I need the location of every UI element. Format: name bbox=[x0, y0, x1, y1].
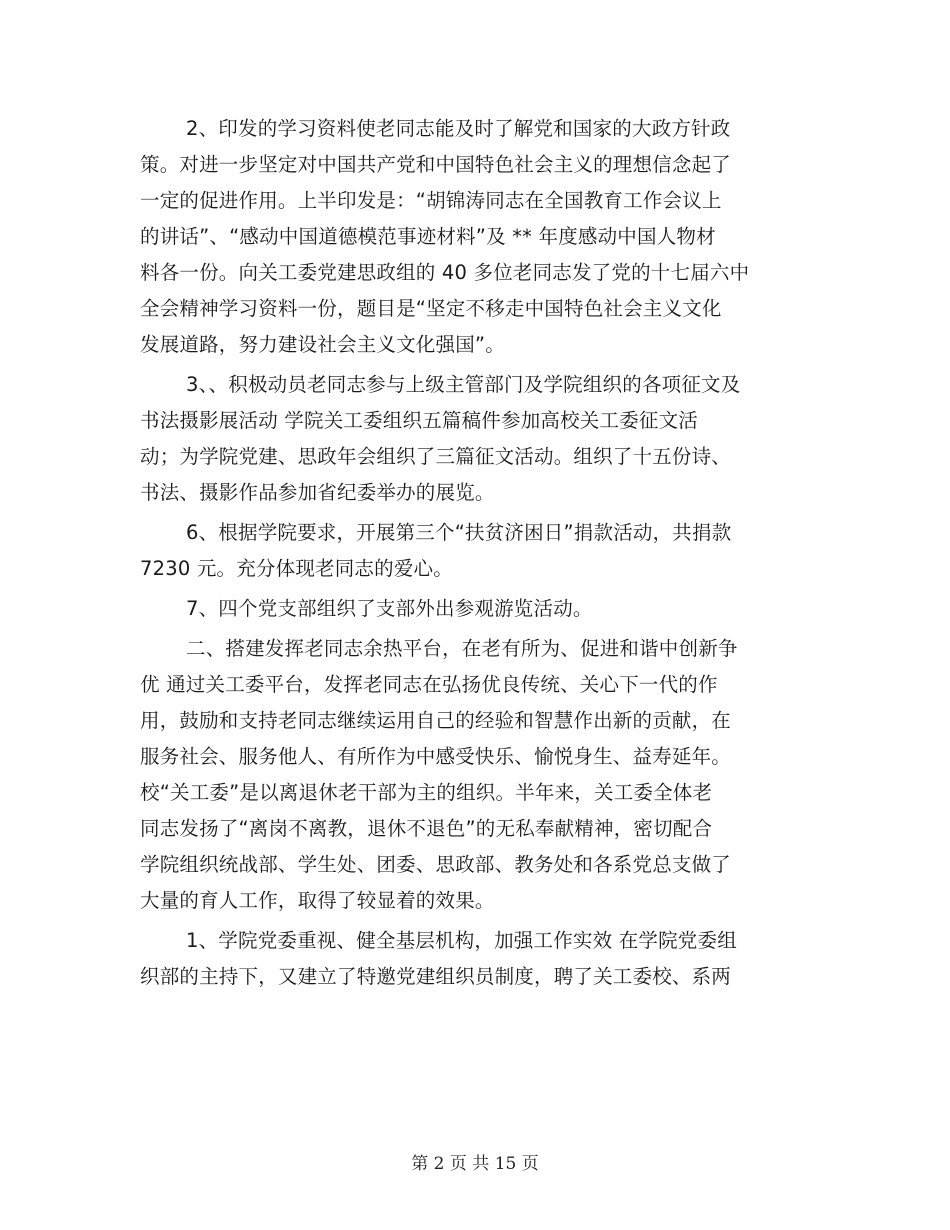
body-text-line: 全会精神学习资料一份，题目是“坚定不移走中国特色社会主义文化 bbox=[140, 297, 722, 320]
body-text-line: 优 通过关工委平台，发挥老同志在弘扬优良传统、关心下一代的作 bbox=[140, 673, 718, 696]
body-text-line: 7230 元。充分体现老同志的爱心。 bbox=[140, 557, 453, 580]
body-text-line: 校“关工委”是以离退休老干部为主的组织。半年来，关工委全体老 bbox=[140, 781, 713, 804]
page-number-footer: 第 2 页 共 15 页 bbox=[411, 1154, 539, 1174]
body-text-line: 7、四个党支部组织了支部外出参观游览活动。 bbox=[186, 597, 593, 620]
body-text-line: 6、根据学院要求，开展第三个“扶贫济困日”捐款活动，共捐款 bbox=[186, 521, 732, 544]
body-text-line: 书法摄影展活动 学院关工委组织五篇稿件参加高校关工委征文活 bbox=[140, 409, 698, 432]
body-text-line: 一定的促进作用。上半印发是：“胡锦涛同志在全国教育工作会议上 bbox=[140, 189, 722, 212]
body-text-line: 二、搭建发挥老同志余热平台，在老有所为、促进和谐中创新争 bbox=[186, 637, 738, 660]
body-text-line: 织部的主持下，又建立了特邀党建组织员制度，聘了关工委校、系两 bbox=[140, 965, 732, 988]
body-text-line: 学院组织统战部、学生处、团委、思政部、教务处和各系党总支做了 bbox=[140, 853, 732, 876]
body-text-line: 1、学院党委重视、健全基层机构，加强工作实效 在学院党委组 bbox=[186, 929, 737, 952]
body-text-line: 3、、积极动员老同志参与上级主管部门及学院组织的各项征文及 bbox=[186, 373, 741, 396]
body-text-line: 书法、摄影作品参加省纪委举办的展览。 bbox=[140, 481, 495, 504]
body-text-line: 料各一份。向关工委党建思政组的 40 多位老同志发了党的十七届六中 bbox=[140, 261, 750, 284]
body-text-line: 用，鼓励和支持老同志继续运用自己的经验和智慧作出新的贡献，在 bbox=[140, 709, 732, 732]
body-text-line: 大量的育人工作，取得了较显着的效果。 bbox=[140, 889, 495, 912]
body-text-line: 服务社会、服务他人、有所作为中感受快乐、愉悦身生、益寿延年。 bbox=[140, 745, 732, 768]
body-text-line: 动；为学院党建、思政年会组织了三篇征文活动。组织了十五份诗、 bbox=[140, 445, 732, 468]
body-text-line: 同志发扬了“离岗不离教，退休不退色”的无私奉献精神，密切配合 bbox=[140, 817, 713, 840]
body-text-line: 策。对进一步坚定对中国共产党和中国特色社会主义的理想信念起了 bbox=[140, 153, 732, 176]
body-text-line: 的讲话”、“感动中国道德模范事迹材料”及 ** 年度感动中国人物材 bbox=[140, 225, 716, 248]
body-text-line: 发展道路，努力建设社会主义文化强国”。 bbox=[140, 333, 505, 356]
body-text-line: 2、印发的学习资料使老同志能及时了解党和国家的大政方针政 bbox=[186, 117, 731, 140]
